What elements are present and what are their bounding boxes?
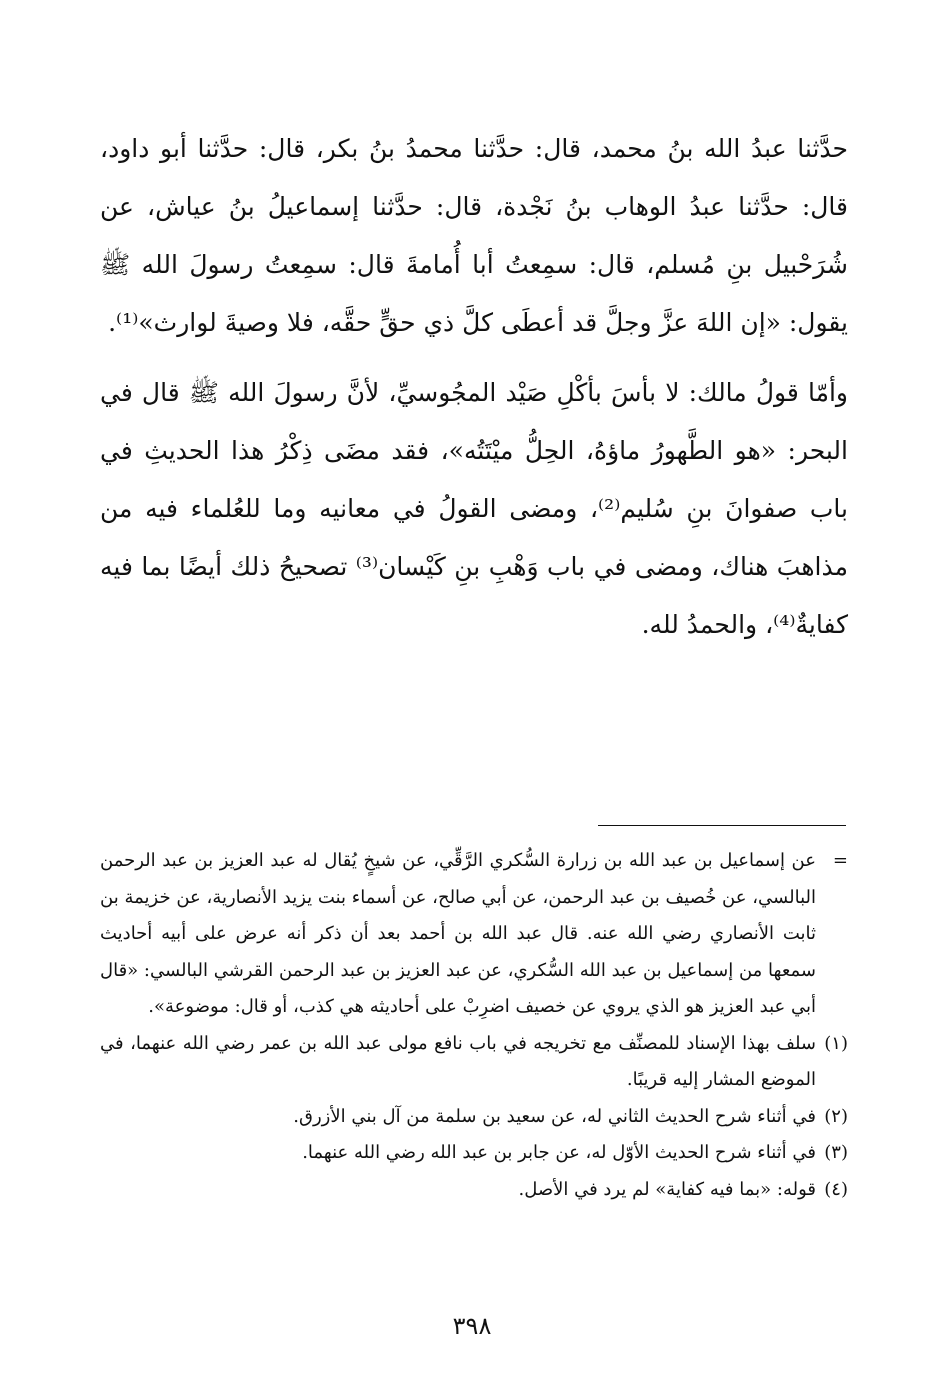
footnote-text: قوله: «بما فيه كفاية» لم يرد في الأصل. <box>518 1178 816 1200</box>
footnote-text: في أثناء شرح الحديث الأوّل له، عن جابر بن عبد الله رضي الله عنهما. <box>302 1142 816 1163</box>
page-number: ٣٩٨ <box>452 1312 492 1340</box>
footnote-text: سلف بهذا الإسناد للمصنِّف مع تخريجه في باب نافع مولى عبد الله بن عمر رضي الله عنهما، في الموضع المشار إليه قريبًا. <box>100 1032 816 1090</box>
main-paragraph: وأمّا قولُ مالك: لا بأسَ بأكْلِ صَيْد المجُوسيِّ، لأنَّ رسولَ الله ﷺ قال في البحر: «هو الطَّهورُ ماؤهُ، الحِلُّ ميْتَتُه»، فقد مضَى ذِكْرُ هذا الحديثِ في باب صفوانَ بنِ سُليم⁽²⁾، ومضى القولُ في معانيه وما للعُلماء فيه من مذاهبَ هناك، ومضى في باب وَهْبِ بنِ كَيْسان⁽³⁾ تصحيحُ ذلك أيضًا بما فيه كفايةٌ⁽⁴⁾، والحمدُ لله. <box>100 378 848 639</box>
main-text <box>100 120 848 666</box>
footnote-mark: (٤) <box>824 1178 848 1200</box>
footnote-mark: (١) <box>824 1032 848 1054</box>
footnote-1 <box>100 1026 848 1099</box>
footnote-mark: (٢) <box>824 1105 848 1127</box>
footnote-text: عن إسماعيل بن عبد الله بن زرارة السُّكري الرَّقِّي، عن شيخٍ يُقال له عبد العزيز بن عبد الرحمن البالسي، عن خُصيف بن عبد الرحمن، عن أبي صالح، عن أسماء بنت يزيد الأنصارية، عن خزيمة بن ثابت الأنصاري رضي الله عنه. قال عبد الله بن أحمد بعد أن ذكر أنه عرض على أبيه أحاديث سمعها من إسماعيل بن عبد الله السُّكري، عن عبد العزيز بن عبد الرحمن القرشي البالسي: «قال أبي عبد العزيز هو الذي يروي عن خصيف اضرِبْ على أحاديثه هي كذب، أو قال: موضوعة». <box>100 850 816 1017</box>
footnote-divider <box>598 825 846 826</box>
footnote-text: في أثناء شرح الحديث الثاني له، عن سعيد بن سلمة من آل بني الأزرق. <box>293 1105 816 1127</box>
main-paragraph: حدَّثنا عبدُ الله بنُ محمد، قال: حدَّثنا محمدُ بنُ بكر، قال: حدَّثنا أبو داود، قال: حدَّثنا عبدُ الوهاب بنُ نَجْدة، قال: حدَّثنا إسماعيلُ بنُ عياش، عن شُرَحْبيل بنِ مُسلم، قال: سمِعتُ أبا أُمامةَ قال: سمِعتُ رسولَ الله ﷺ يقول: «إن اللهَ عزَّ وجلَّ قد أعطَى كلَّ ذي حقٍّ حقَّه، فلا وصيةَ لوارث»⁽¹⁾. <box>100 134 848 337</box>
footnotes <box>100 843 848 1208</box>
footnote-2 <box>100 1099 848 1136</box>
footnote-4 <box>100 1172 848 1209</box>
footnote-continuation <box>100 843 848 1026</box>
continuation-mark: = <box>832 850 848 871</box>
footnote-mark: (٣) <box>824 1142 848 1163</box>
footnote-3 <box>100 1135 848 1172</box>
